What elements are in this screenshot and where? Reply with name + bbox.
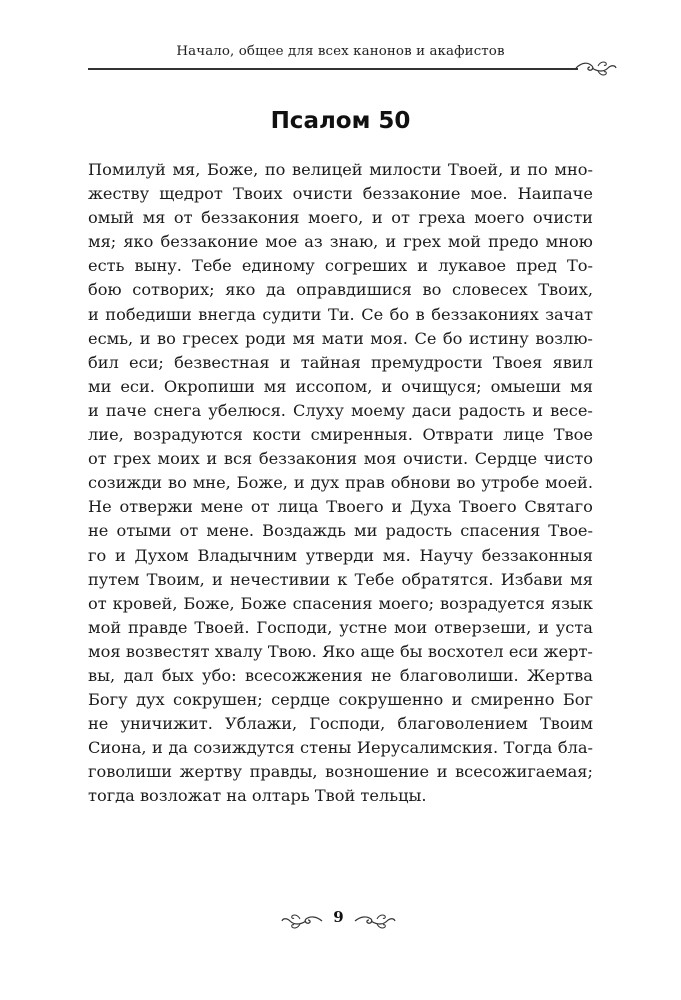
flourish-ornament-icon [574,56,618,80]
text-line: ми еси. Окропиши мя иссопом, и очищуся; омыеши мя [88,376,593,396]
psalm-text [88,158,593,809]
text-line: лие, возрадуются кости смиренныя. Отврати лице Твое [88,425,593,445]
text-line: жеству щедрот Твоих очисти беззаконие мое. Наипаче [88,184,593,204]
text-line: и победиши внегда судити Ти. Се бо в беззакониях зачат [88,304,593,324]
running-head: Начало, общее для всех канонов и акафистов [176,44,505,59]
text-line: не уничижит. Ублажи, Господи, благоволением Твоим [88,714,593,734]
text-line: Помилуй мя, Боже, по велицей милости Твоей, и по мно- [88,160,593,179]
text-line: и паче снега убелюся. Слуху моему даси радость и весе- [88,400,593,420]
text-line: Не отвержи мене от лица Твоего и Духа Твоего Святаго [88,497,593,517]
text-line: Богу дух сокрушен; сердце сокрушенно и смиренно Бог [88,690,593,710]
text-line: есмь, и во гресех роди мя мати моя. Се бо истину возлю- [88,328,593,348]
text-line: путем Твоим, и нечестивии к Тебе обратятся. Избави мя [88,569,593,589]
text-line: есть выну. Тебе единому согреших и лукавое пред То- [88,256,593,276]
text-line: мой правде Твоей. Господи, устне мои отверзеши, и уста [88,617,593,637]
text-line: от кровей, Боже, Боже спасения моего; возрадуется язык [88,593,593,613]
page-footer [0,908,681,934]
text-line: не отыми от мене. Воздаждь ми радость спасения Твое- [88,521,593,541]
page-title: Псалом 50 [270,108,411,134]
text-line: мя; яко беззаконие мое аз знаю, и грех мой предо мною [88,232,593,252]
text-line: моя возвестят хвалу Твою. Яко аще бы восхотел еси жерт- [88,641,593,661]
text-line: говолиши жертву правды, возношение и всесожигаемая; [88,762,593,782]
text-line: вы, дал бых убо: всесожжения не благоволиши. Жертва [88,665,593,685]
text-line: тогда возложат на олтарь Твой тельцы. [88,786,427,806]
header-rule [88,68,578,70]
text-line: Сиона, и да созиждутся стены Иерусалимския. Тогда бла- [88,738,593,758]
page-number: 9 [333,908,344,926]
text-line: созижди во мне, Боже, и дух прав обнови во утробе моей. [88,473,593,493]
text-line: омый мя от беззакония моего, и от греха моего очисти [88,208,593,228]
text-line: го и Духом Владычним утверди мя. Научу беззаконныя [88,545,593,565]
flourish-ornament-icon [353,910,397,932]
text-line: бил еси; безвестная и тайная премудрости Твоея явил [88,352,593,372]
text-line: бою сотворих; яко да оправдишися во словесех Твоих, [88,280,593,300]
flourish-ornament-icon [280,910,324,932]
text-line: от грех моих и вся беззакония моя очисти. Сердце чисто [88,449,593,469]
